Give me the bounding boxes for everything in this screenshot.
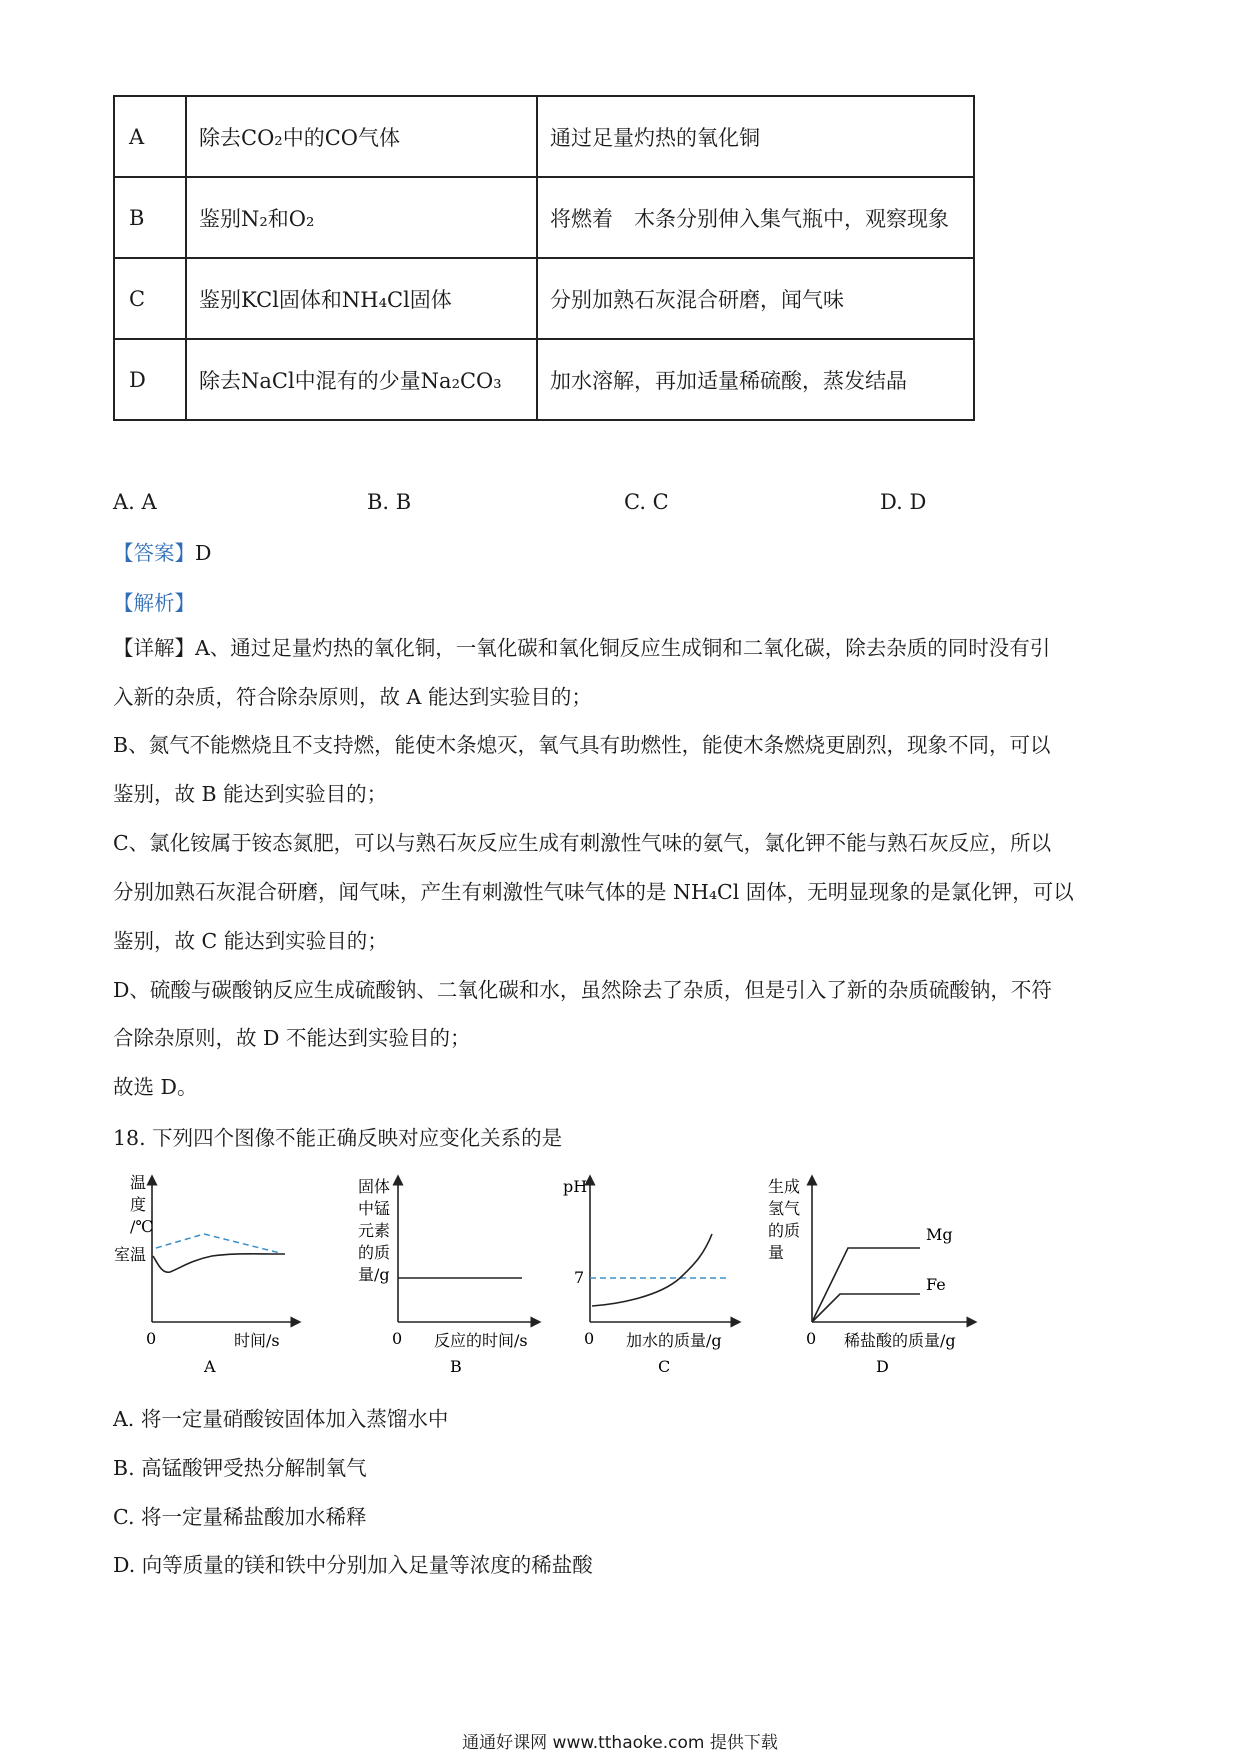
origin-label: 0 bbox=[392, 1329, 403, 1348]
q18-stem: 18. 下列四个图像不能正确反映对应变化关系的是 bbox=[113, 1126, 563, 1150]
graph-c bbox=[563, 1177, 736, 1376]
answer-value: D bbox=[195, 541, 212, 565]
graph-d bbox=[768, 1177, 972, 1376]
ylabel-char: 度 bbox=[130, 1195, 147, 1214]
ylabel-char: 的质 bbox=[768, 1221, 801, 1240]
caption: D bbox=[876, 1357, 889, 1376]
mg-line bbox=[812, 1248, 920, 1322]
ylabel-char: 固体 bbox=[358, 1177, 391, 1196]
footer: 通通好课网 www.tthaoke.com 提供下载 bbox=[462, 1733, 778, 1753]
table-row bbox=[114, 258, 974, 339]
choice-a[interactable]: A. A bbox=[113, 490, 157, 514]
analysis-tag: 【解析】 bbox=[113, 591, 195, 615]
graph-b bbox=[358, 1177, 536, 1376]
q18-option-a[interactable]: A. 将一定量硝酸铵固体加入蒸馏水中 bbox=[113, 1407, 449, 1431]
row-purpose: 鉴别N₂和O₂ bbox=[186, 177, 537, 258]
ylabel: pH bbox=[563, 1177, 588, 1196]
xlabel: 加水的质量/g bbox=[626, 1331, 722, 1350]
detail-line: 【详解】A、通过足量灼热的氧化铜，一氧化碳和氧化铜反应生成铜和二氧化碳，除去杂质的同时没有引 bbox=[113, 636, 1051, 660]
ref-label: 7 bbox=[574, 1268, 585, 1287]
ylabel-char: 的质 bbox=[358, 1243, 391, 1262]
caption: A bbox=[204, 1357, 216, 1376]
choice-d[interactable]: D. D bbox=[880, 490, 927, 514]
caption: C bbox=[658, 1357, 671, 1376]
ylabel-char: 氢气 bbox=[768, 1199, 801, 1218]
xlabel: 反应的时间/s bbox=[434, 1331, 528, 1350]
row-method: 将燃着 木条分别伸入集气瓶中，观察现象 bbox=[537, 177, 974, 258]
caption: B bbox=[450, 1357, 462, 1376]
origin-label: 0 bbox=[146, 1329, 157, 1348]
ylabel-char: 量/g bbox=[358, 1265, 390, 1284]
detail-line: 分别加熟石灰混合研磨，闻气味，产生有刺激性气味气体的是 NH₄Cl 固体，无明显现象的是氯化钾，可以 bbox=[113, 880, 1074, 904]
dashed-curve bbox=[156, 1234, 280, 1253]
ylabel-char: /℃ bbox=[130, 1217, 154, 1236]
detail-line: C、氯化铵属于铵态氮肥，可以与熟石灰反应生成有刺激性气味的氨气，氯化钾不能与熟石灰反应，所以 bbox=[113, 831, 1052, 855]
answer-line bbox=[113, 536, 211, 566]
detail-line: B、氮气不能燃烧且不支持燃，能使木条熄灭，氧气具有助燃性，能使木条燃烧更剧烈，现象不同，可以 bbox=[113, 733, 1051, 757]
ph-curve bbox=[592, 1234, 712, 1306]
detail-line: 合除杂原则，故 D 不能达到实验目的； bbox=[113, 1026, 471, 1050]
q18-option-d[interactable]: D. 向等质量的镁和铁中分别加入足量等浓度的稀盐酸 bbox=[113, 1553, 593, 1577]
detail-line: 故选 D。 bbox=[113, 1075, 198, 1099]
detail-line: 入新的杂质，符合除杂原则，故 A 能达到实验目的； bbox=[113, 685, 592, 709]
origin-label: 0 bbox=[806, 1329, 817, 1348]
ylabel-char: 元素 bbox=[358, 1221, 391, 1240]
answer-tag: 【答案】 bbox=[113, 541, 195, 565]
row-letter: C bbox=[114, 258, 186, 339]
detail-line: 鉴别，故 B 能达到实验目的； bbox=[113, 782, 388, 806]
table-row bbox=[114, 96, 974, 177]
ylabel-char: 量 bbox=[768, 1243, 785, 1262]
origin-label: 0 bbox=[584, 1329, 595, 1348]
temperature-curve bbox=[153, 1254, 285, 1272]
table-row bbox=[114, 339, 974, 420]
xlabel: 时间/s bbox=[234, 1331, 280, 1350]
q18-graphs bbox=[100, 1168, 1000, 1380]
graph-a bbox=[114, 1173, 296, 1376]
options-table bbox=[113, 95, 975, 421]
table-row bbox=[114, 177, 974, 258]
q18-option-b[interactable]: B. 高锰酸钾受热分解制氧气 bbox=[113, 1456, 367, 1480]
fe-label: Fe bbox=[926, 1275, 946, 1294]
row-method: 加水溶解，再加适量稀硫酸，蒸发结晶 bbox=[537, 339, 974, 420]
row-letter: A bbox=[114, 96, 186, 177]
row-letter: D bbox=[114, 339, 186, 420]
detail-line: D、硫酸与碳酸钠反应生成硫酸钠、二氧化碳和水，虽然除去了杂质，但是引入了新的杂质硫酸钠，不符 bbox=[113, 978, 1052, 1002]
ylabel-char: 中锰 bbox=[358, 1199, 391, 1218]
mg-label: Mg bbox=[926, 1225, 953, 1244]
row-purpose: 除去CO₂中的CO气体 bbox=[186, 96, 537, 177]
row-purpose: 除去NaCl中混有的少量Na₂CO₃ bbox=[186, 339, 537, 420]
ylabel-char: 温 bbox=[130, 1173, 147, 1192]
row-method: 分别加熟石灰混合研磨，闻气味 bbox=[537, 258, 974, 339]
row-purpose: 鉴别KCl固体和NH₄Cl固体 bbox=[186, 258, 537, 339]
row-letter: B bbox=[114, 177, 186, 258]
fe-line bbox=[812, 1294, 920, 1322]
xlabel: 稀盐酸的质量/g bbox=[844, 1331, 956, 1350]
ref-label: 室温 bbox=[114, 1245, 147, 1264]
row-method: 通过足量灼热的氧化铜 bbox=[537, 96, 974, 177]
q18-option-c[interactable]: C. 将一定量稀盐酸加水稀释 bbox=[113, 1505, 367, 1529]
detail-line: 鉴别，故 C 能达到实验目的； bbox=[113, 929, 388, 953]
choice-c[interactable]: C. C bbox=[624, 490, 669, 514]
choice-b[interactable]: B. B bbox=[367, 490, 412, 514]
ylabel-char: 生成 bbox=[768, 1177, 801, 1196]
